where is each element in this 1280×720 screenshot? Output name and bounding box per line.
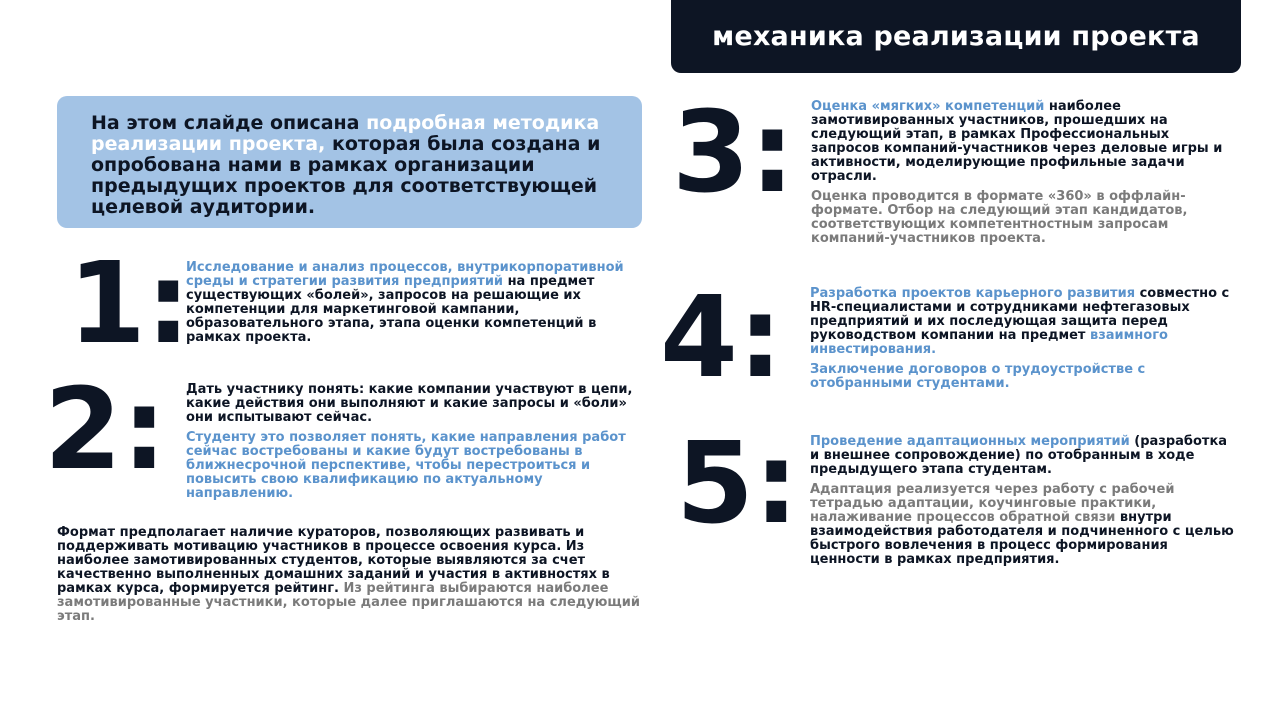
step-1-highlight: Исследование и анализ процессов, внутрикорпоративной среды и стратегии развития предприятий (186, 260, 624, 289)
step-1-number: 1: (68, 239, 191, 369)
step-5-number: 5: (676, 419, 799, 549)
step-1-body: на предмет существующих «болей», запросов на решающие их компетенции для маркетинговой кампании, образовательного этапа, этапа оценки компетенций в рамках проекта. (186, 274, 597, 345)
step-4-text (810, 287, 1240, 397)
step-4-body: совместно с HR-специалистами и сотрудниками нефтегазовых предприятий и их последующая защита перед руководством компании на предмет (810, 286, 1230, 343)
format-body: Формат предполагает наличие кураторов, позволяющих развивать и поддерживать мотивацию участников в процессе освоения курса. Из наиболее замотивированных студентов, которые выявляются за счет качественно выполненных домашних заданий и участия в активностях в рамках курса, формируется рейтинг. (57, 525, 610, 596)
step-3-highlight: Оценка «мягких» компетенций (811, 99, 1045, 114)
step-3-body: наиболее замотивированных участников, прошедших на следующий этап, в рамках Профессиональных запросов компаний-участников через деловые игры и активности, моделирующие профильные задачи отрасли. (811, 99, 1223, 184)
step-3-text (811, 100, 1241, 252)
step-2-body: Дать участнику понять: какие компании участвуют в цепи, какие действия они выполняют и какие запросы и «боли» они испытывают сейчас. (186, 382, 633, 425)
step-2-number: 2: (44, 365, 167, 495)
step-2-text (186, 383, 636, 507)
step-5-text (810, 435, 1240, 573)
intro-text: На этом слайде описана (91, 112, 367, 134)
step-3-note: Оценка проводится в формате «360» в оффлайн-формате. Отбор на следующий этап кандидатов, соответствующих компетентностным запросам компаний-участников проекта. (811, 189, 1188, 246)
format-rating-note: Из рейтинга выбираются наиболее замотивированные участники, которые далее приглашаются на следующий этап. (57, 581, 640, 624)
intro-highlight: подробная методика реализации проекта, (91, 112, 600, 155)
intro-box (57, 96, 642, 228)
step-3-number: 3: (672, 88, 795, 218)
step-5-note: Адаптация реализуется через работу с рабочей тетрадью адаптации, коучинговые практики, налаживание процессов обратной связи (810, 482, 1175, 525)
step-4-highlight-2: взаимного инвестирования. (810, 328, 1168, 357)
step-5-note-2: внутри взаимодействия работодателя и подчиненного с целью быстрого вовлечения в процесс формирования ценности в рамках предприятия. (810, 510, 1234, 567)
step-4-note: Заключение договоров о трудоустройстве с отобранными студентами. (810, 362, 1146, 391)
step-1-text (186, 261, 636, 351)
step-4-highlight: Разработка проектов карьерного развития (810, 286, 1136, 301)
step-4-number: 4: (660, 273, 783, 403)
page-title: механика реализации проекта (671, 0, 1241, 73)
step-5-highlight: Проведение адаптационных мероприятий (810, 434, 1130, 449)
step-2-highlight: Студенту это позволяет понять, какие направления работ сейчас востребованы и какие будут востребованы в ближнесрочной перспективе, чтобы перестроиться и повысить свою квалификацию по актуальному направлению. (186, 430, 626, 501)
step-5-body: (разработка и внешнее сопровождение) по отобранным в ходе предыдущего этапа студентам. (810, 434, 1228, 477)
format-text (57, 526, 647, 630)
intro-text-2: которая была создана и опробована нами в рамках организации предыдущих проектов для соответствующей целевой аудитории. (91, 133, 601, 218)
